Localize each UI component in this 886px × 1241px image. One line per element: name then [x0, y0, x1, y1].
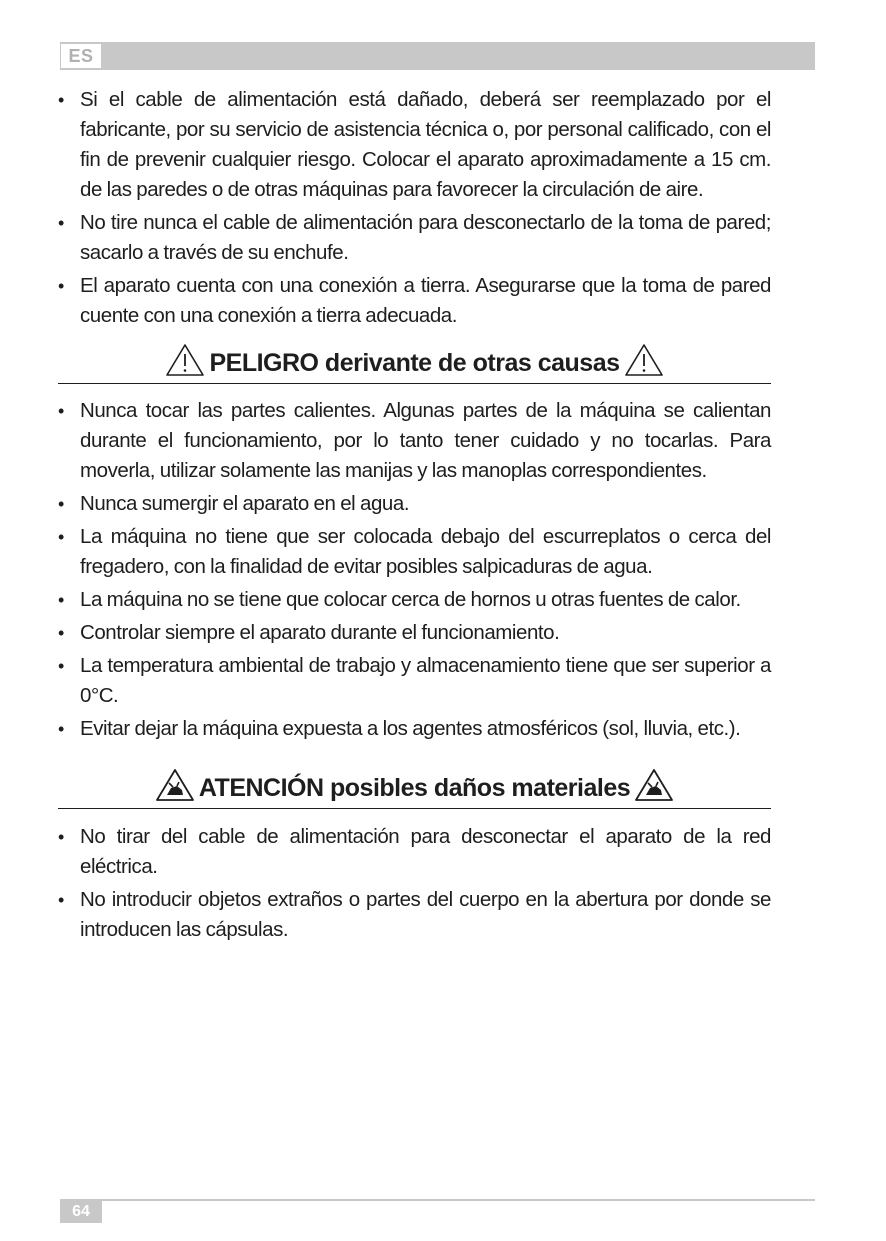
attention-heading	[58, 768, 771, 809]
list-item: • La temperatura ambiental de trabajo y almacenamiento tiene que ser superior a 0°C.	[58, 651, 771, 711]
list-item: • Controlar siempre el aparato durante el funcionamiento.	[58, 618, 771, 648]
attention-bullet-list	[58, 822, 771, 945]
list-item: • La máquina no tiene que ser colocada debajo del escurreplatos o cerca del fregadero, con la finalidad de evitar posibles salpicaduras de agua.	[58, 522, 771, 582]
language-tag: ES	[60, 43, 102, 69]
list-item: • La máquina no se tiene que colocar cerca de hornos u otras fuentes de calor.	[58, 585, 771, 615]
intro-bullet-list	[58, 85, 771, 331]
list-item: • No tire nunca el cable de alimentación para desconectarlo de la toma de pared; sacarlo a través de su enchufe.	[58, 208, 771, 268]
footer-rule	[60, 1199, 815, 1201]
attention-list-container	[58, 822, 771, 948]
list-item: • Nunca sumergir el aparato en el agua.	[58, 489, 771, 519]
page-number: 64	[60, 1201, 102, 1223]
hand-warning-icon	[155, 768, 195, 802]
list-item: • Si el cable de alimentación está dañado, deberá ser reemplazado por el fabricante, por su servicio de asistencia técnica o, por personal calificado, con el fin de prevenir cualquier riesgo. Colocar el aparato aproximadamente a 15 cm. de las paredes o de otras máquinas para favorecer la circulación de aire.	[58, 85, 771, 205]
list-item: • No tirar del cable de alimentación para desconectar el aparato de la red eléctrica.	[58, 822, 771, 882]
header-bar	[60, 42, 815, 70]
list-item: • No introducir objetos extraños o partes del cuerpo en la abertura por donde se introducen las cápsulas.	[58, 885, 771, 945]
attention-heading-text: ATENCIÓN posibles daños materiales	[198, 774, 631, 802]
danger-heading	[58, 343, 771, 384]
danger-bullet-list	[58, 396, 771, 744]
warning-triangle-icon	[624, 343, 664, 377]
list-item: • El aparato cuenta con una conexión a tierra. Asegurarse que la toma de pared cuente con una conexión a tierra adecuada.	[58, 271, 771, 331]
intro-list-container	[58, 85, 771, 334]
list-item: • Evitar dejar la máquina expuesta a los agentes atmosféricos (sol, lluvia, etc.).	[58, 714, 771, 744]
hand-warning-icon	[634, 768, 674, 802]
danger-list-container	[58, 396, 771, 747]
warning-triangle-icon	[165, 343, 205, 377]
danger-heading-text: PELIGRO derivante de otras causas	[209, 349, 620, 377]
list-item: • Nunca tocar las partes calientes. Algunas partes de la máquina se calientan durante el funcionamiento, por lo tanto tener cuidado y no tocarlas. Para moverla, utilizar solamente las manijas y las manoplas correspondientes.	[58, 396, 771, 486]
